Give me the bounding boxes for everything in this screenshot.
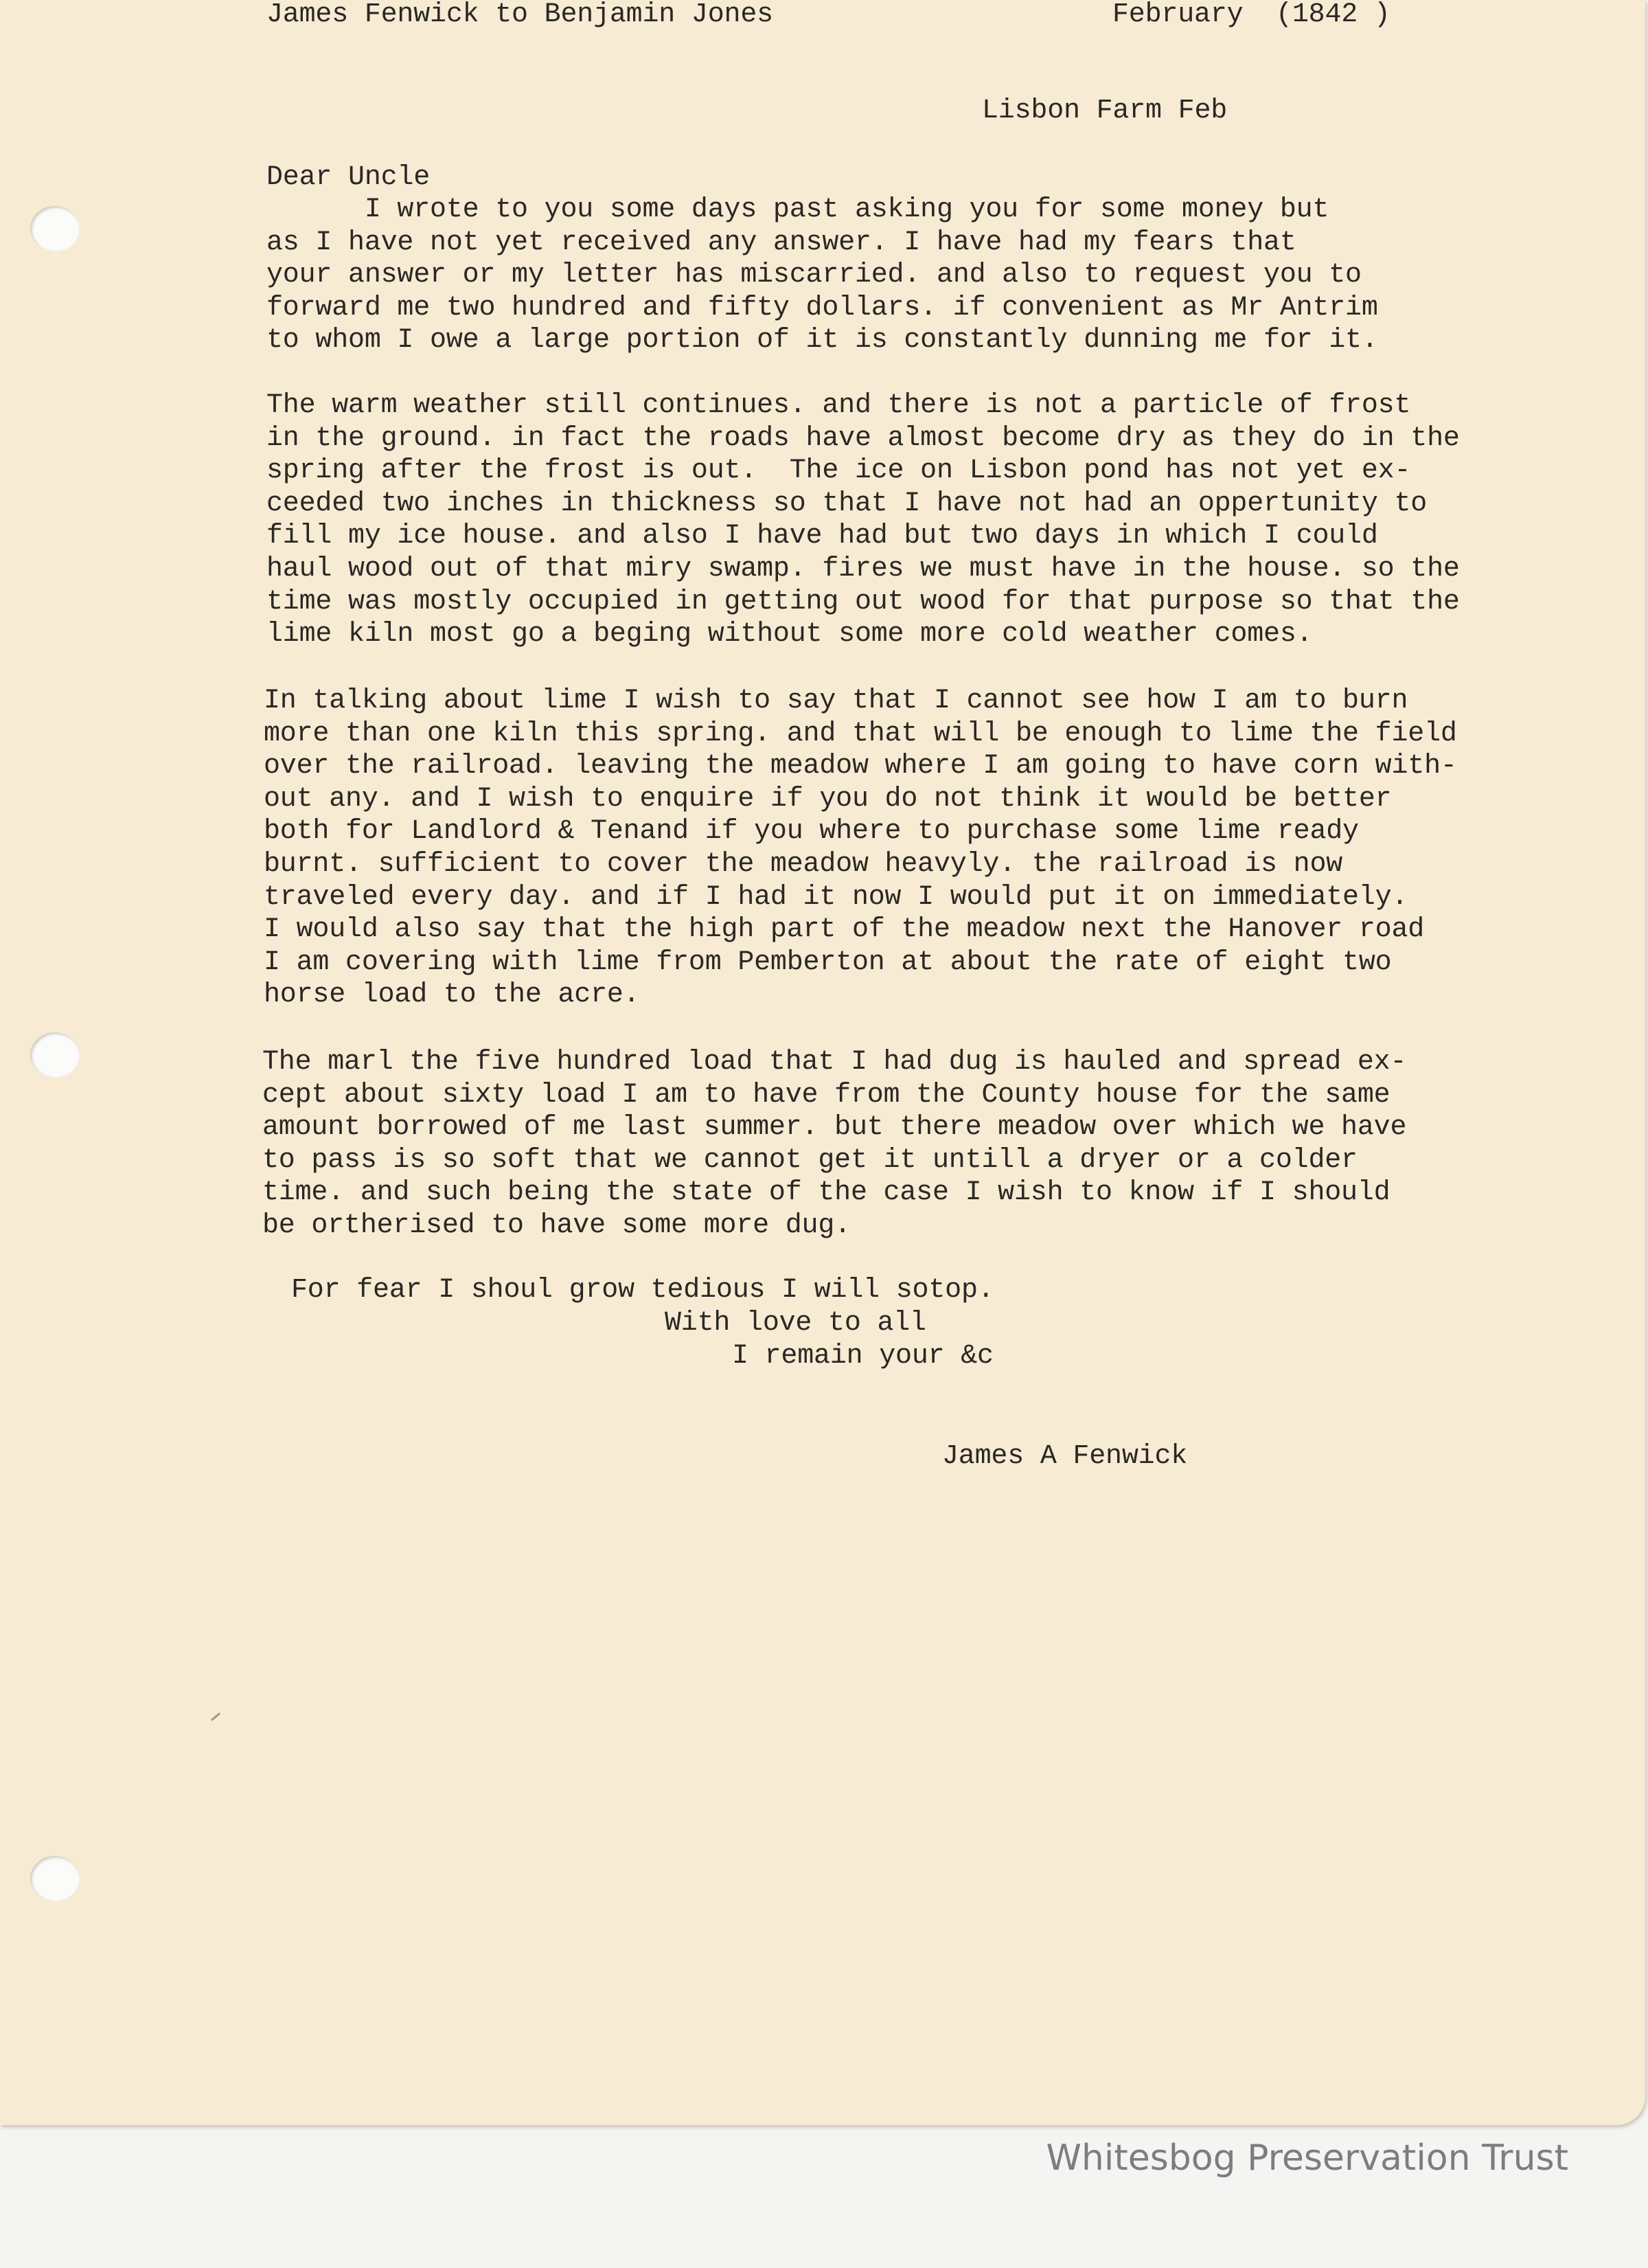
closing-love: With love to all [665, 1308, 926, 1339]
paragraph-money-request: I wrote to you some days past asking you for some money but as I have not yet received any answer. I have had my fears that your answer or my letter has miscarried. and also to request you to forward me two hundred and fifty dollars. if convenient as Mr Antrim to whom I owe a large portion of it is constantly dunning me for it. [266, 194, 1378, 356]
header-date: February (1842 ) [1112, 0, 1390, 30]
punch-hole [30, 1856, 80, 1901]
closing-line: For fear I shoul grow tedious I will sotop. [291, 1275, 994, 1306]
punch-hole [30, 206, 80, 251]
signature: James A Fenwick [942, 1441, 1188, 1472]
punch-hole [30, 1032, 80, 1078]
header-correspondents: James Fenwick to Benjamin Jones [266, 0, 773, 30]
archive-watermark: Whitesbog Preservation Trust [1046, 2137, 1568, 2179]
paragraph-weather: The warm weather still continues. and there is not a particle of frost in the ground. in fact the roads have almost become dry as they do in the spring after the frost is out. The ice on Lisbon pond has not yet ex- ceeded two inches in thickness so that I have not had an oppertunity to fill my ice house. and also I have had but two days in which I could haul wood out of that miry swamp. fires we must have in the house. so the time was mostly occupied in getting out wood for that purpose so that the lime kiln most go a beging without some more cold weather comes. [266, 390, 1460, 650]
salutation: Dear Uncle [266, 162, 431, 193]
paper-speck [211, 1712, 220, 1721]
closing-remain: I remain your &c [732, 1341, 994, 1372]
paragraph-lime: In talking about lime I wish to say that I cannot see how I am to burn more than one kiln this spring. and that will be enough to lime the field over the railroad. leaving the meadow where I am going to have corn with- out any. and I wish to enquire if you do not think it would be better both for Landlord & Tenand if you where to purchase some lime ready burnt. sufficient to cover the meadow heavyly. the railroad is now traveled every day. and if I had it now I would put it on immediately. I would also say that the high part of the meadow next the Hanover road I am covering with lime from Pemberton at about the rate of eight two horse load to the acre. [264, 685, 1457, 1011]
letter-place-date: Lisbon Farm Feb [982, 95, 1228, 126]
paragraph-marl: The marl the five hundred load that I had dug is hauled and spread ex- cept about sixty load I am to have from the County house for the same amount borrowed of me last summer. but there meadow over which we have to pass is so soft that we cannot get it untill a dryer or a colder time. and such being the state of the case I wish to know if I should be ortherised to have some more dug. [262, 1047, 1407, 1241]
